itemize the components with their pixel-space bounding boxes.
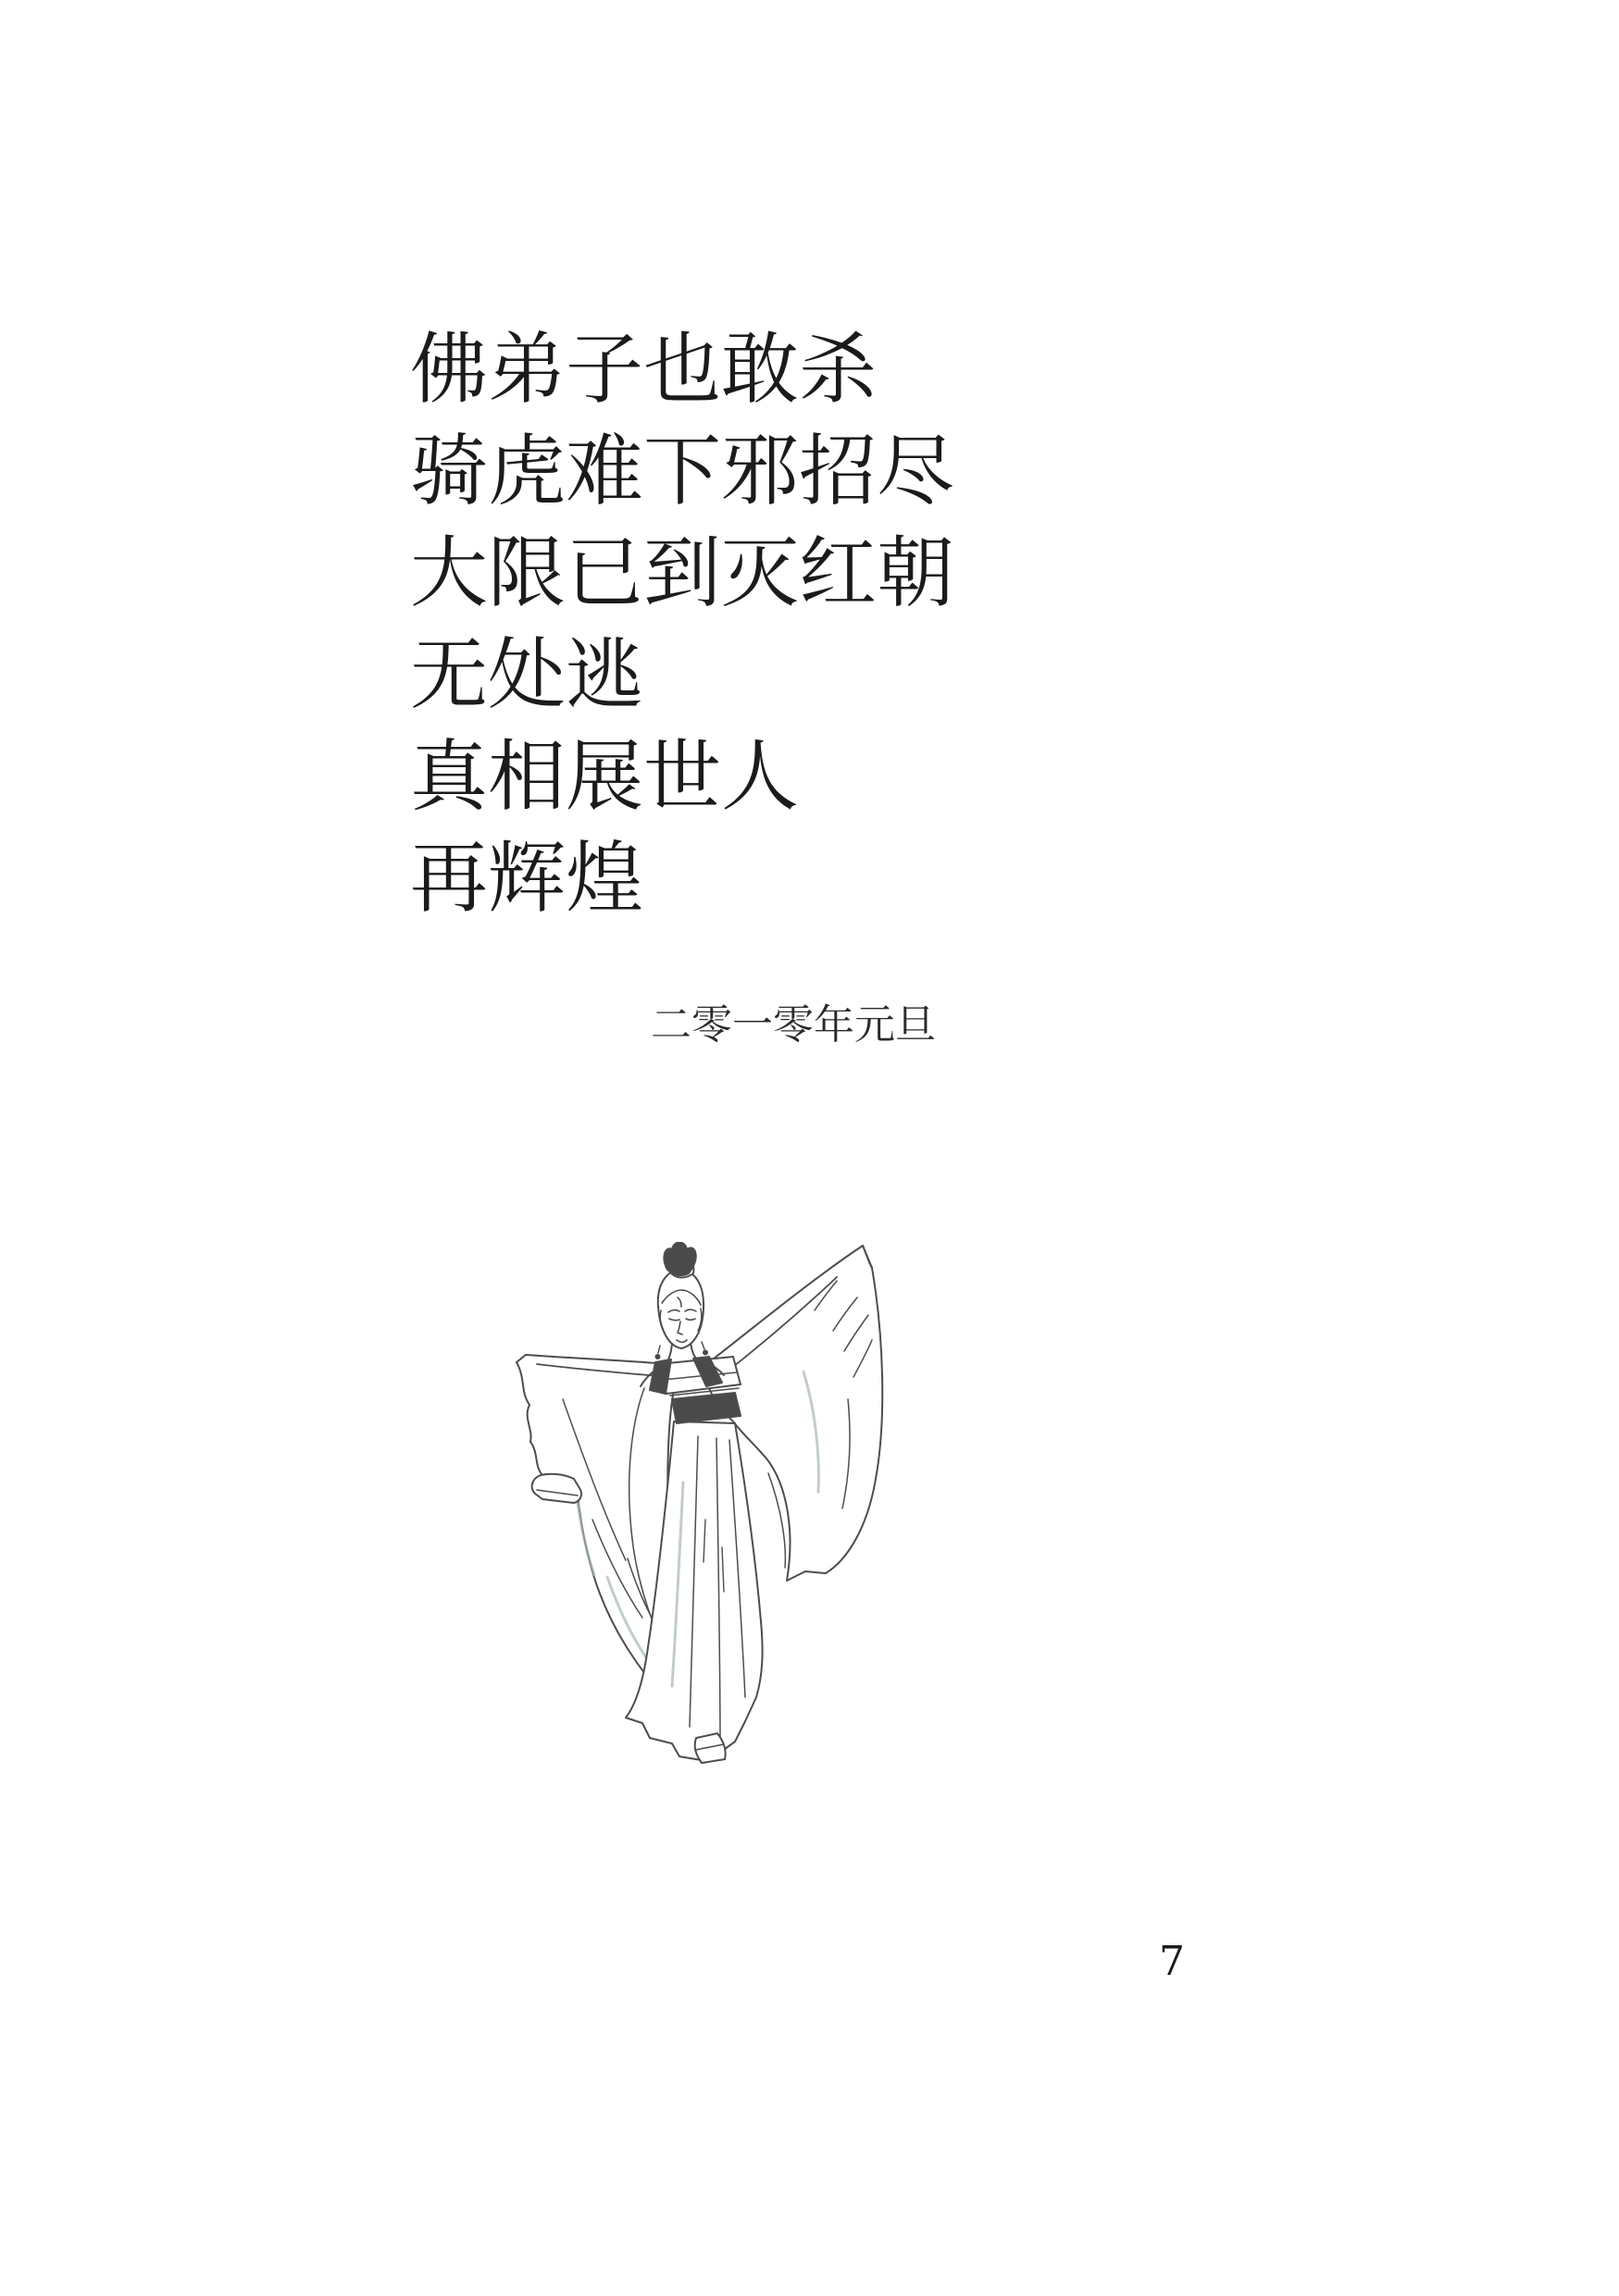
poem-line: 骑虎难下邪招尽: [410, 426, 955, 516]
dancer-drawing-icon: [489, 1242, 896, 1764]
poem-line: 大限已到灭红朝: [410, 527, 955, 618]
poem: [410, 318, 954, 929]
page-number: 7: [1159, 1938, 1185, 1985]
poem-date: 二零一零年元旦: [651, 1001, 936, 1049]
poem-line: 再辉煌: [410, 833, 644, 924]
poem-line: 真相展世人: [410, 731, 800, 822]
poem-line: 佛弟子也敢杀: [410, 324, 878, 415]
poem-line: 无处逃: [410, 629, 644, 720]
dancer-illustration: [489, 1242, 896, 1764]
